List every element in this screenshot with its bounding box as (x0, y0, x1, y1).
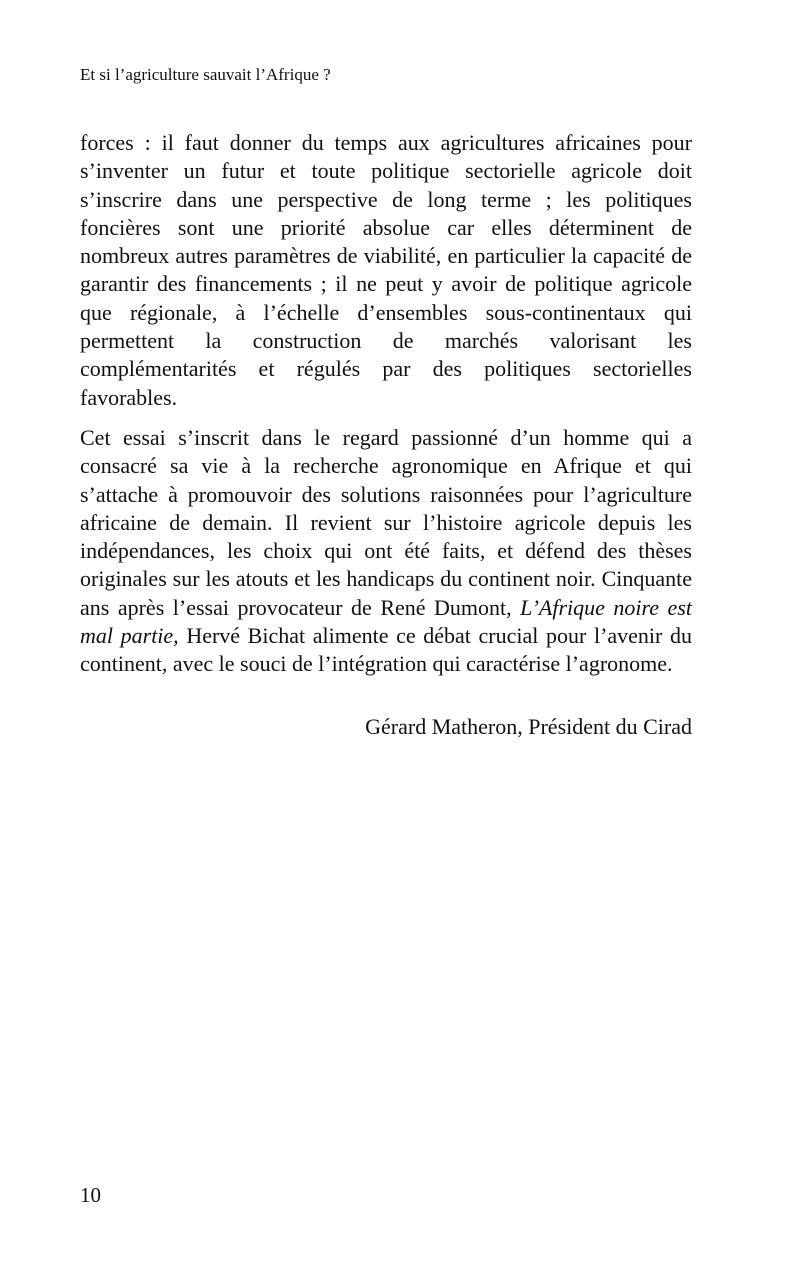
paragraph-2-text-start: Cet essai s’inscrit dans le regard passionné d’un homme qui a consacré sa vie à la recherche agronomique en Afrique et qui s’attache à promouvoir des solutions raisonnées pour l’agriculture africaine de demain. Il revient sur l’histoire agricole depuis les indépendances, les choix qui ont été faits, et défend des thèses originales sur les atouts et les handicaps du continent noir. Cinquante ans après l’essai provocateur de René Dumont, (80, 424, 692, 620)
page-number: 10 (80, 1183, 101, 1207)
signature: Gérard Matheron, Président du Cirad (365, 714, 692, 739)
paragraph-2 (80, 424, 692, 679)
body-text (80, 129, 692, 679)
running-head: Et si l’agriculture sauvait l’Afrique ? (80, 65, 331, 84)
paragraph-1: forces : il faut donner du temps aux agricultures africaines pour s’inventer un futur et toute politique sectorielle agricole doit s’inscrire dans une perspective de long terme ; les politiques foncières sont une priorité absolue car elles déterminent de nombreux autres paramètres de viabilité, en particulier la capacité de garantir des financements ; il ne peut y avoir de politique agricole que régionale, à l’échelle d’ensembles sous-continentaux qui permettent la construction de marchés valorisant les complémentarités et régulés par des politiques sectorielles favorables. (80, 130, 692, 410)
book-title: L’Afrique noire est mal partie, (80, 594, 692, 649)
paragraph-2-text-end: Hervé Bichat alimente ce débat crucial pour l’avenir du continent, avec le souci de l’intégration qui caractérise l’agronome. (80, 623, 692, 677)
